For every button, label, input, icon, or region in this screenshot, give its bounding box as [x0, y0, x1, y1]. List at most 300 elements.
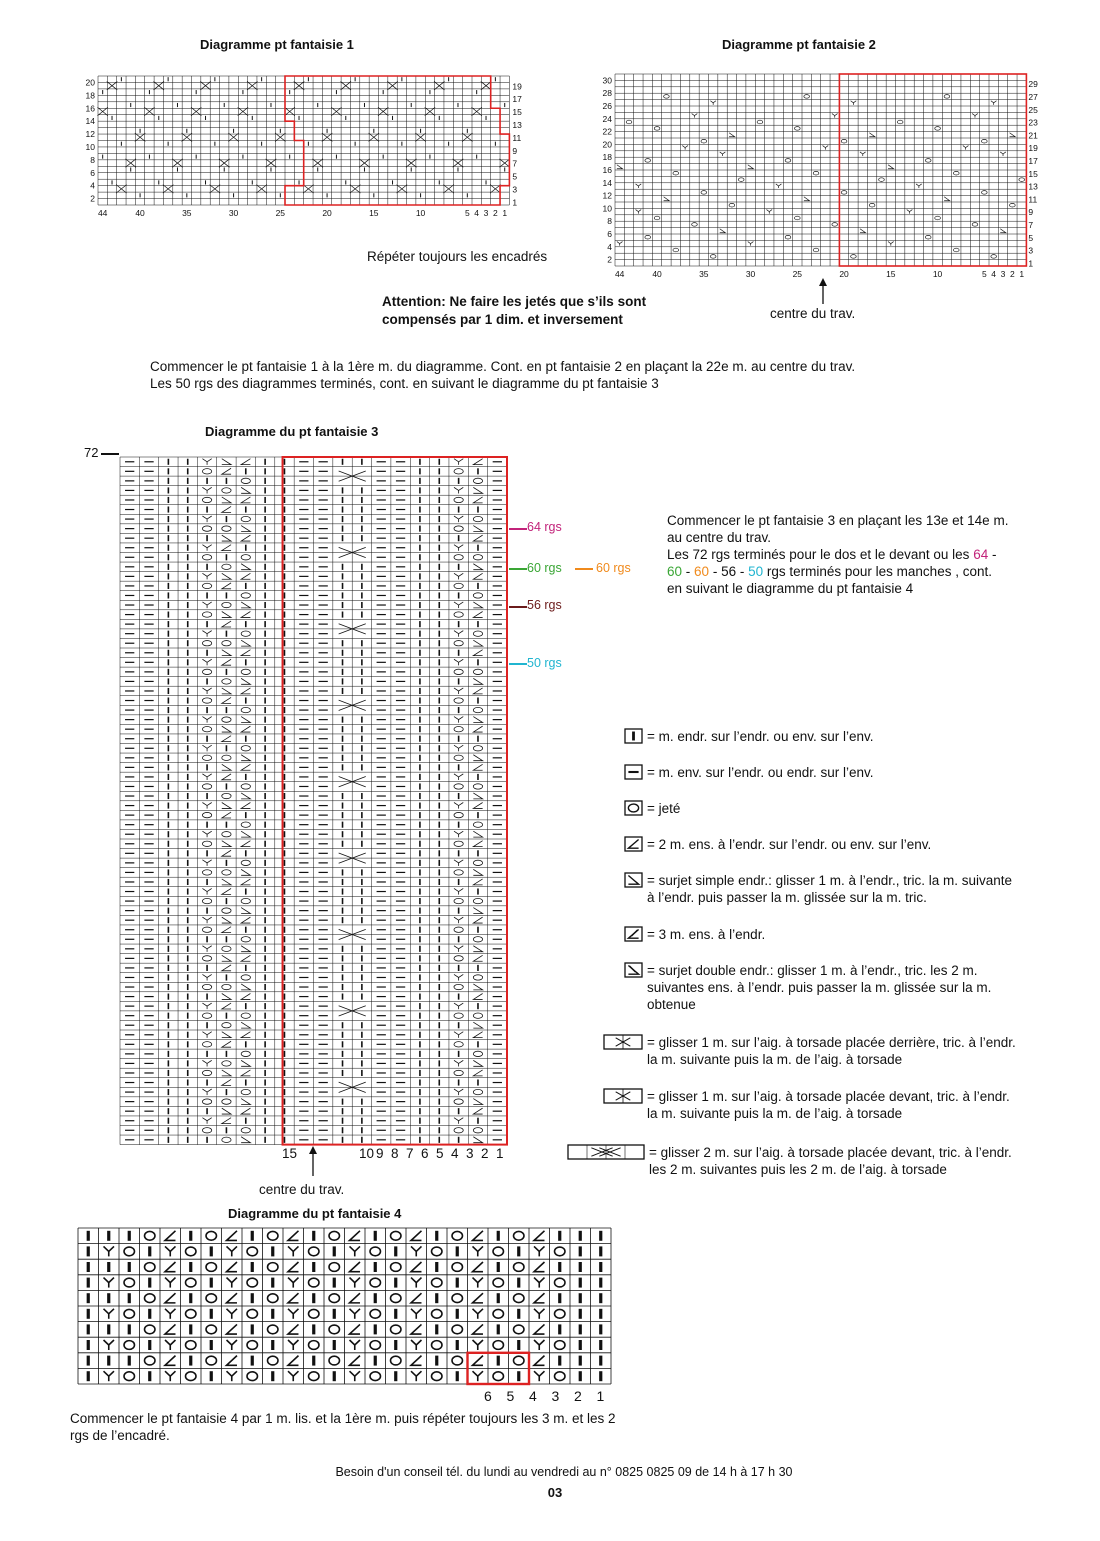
legend-item — [567, 1144, 1012, 1178]
r-symbol — [222, 1070, 231, 1076]
o-symbol — [664, 95, 670, 99]
o-symbol — [804, 95, 810, 99]
chart4-col-number: 5 — [506, 1388, 515, 1404]
o-symbol — [309, 1341, 319, 1350]
l-symbol — [534, 1324, 544, 1334]
o-symbol — [202, 1070, 211, 1075]
y-symbol — [202, 688, 211, 694]
y-symbol — [202, 717, 211, 723]
o-symbol — [241, 555, 250, 560]
o-symbol — [454, 526, 463, 531]
l-symbol — [241, 764, 250, 770]
y-symbol — [963, 146, 969, 150]
l-symbol — [473, 726, 482, 732]
o-symbol — [202, 497, 211, 502]
yarn-over-icon — [624, 800, 643, 816]
chart3-center-label: centre du trav. — [259, 1182, 345, 1197]
y-symbol — [202, 831, 211, 837]
note-dash: - — [682, 564, 695, 579]
o-symbol — [202, 1013, 211, 1018]
y-symbol — [454, 917, 463, 923]
axis-label: 3 — [1000, 269, 1006, 279]
axis-label: 15 — [512, 107, 522, 118]
y-symbol — [227, 1246, 237, 1256]
o-symbol — [241, 937, 250, 942]
legend-text — [649, 1144, 1012, 1178]
r-symbol — [804, 197, 810, 201]
o-symbol — [473, 516, 482, 521]
l-symbol — [473, 1356, 483, 1366]
r-symbol — [473, 564, 482, 570]
axis-label: 44 — [614, 269, 625, 279]
r-symbol — [473, 602, 482, 608]
grid-lines — [78, 1228, 611, 1384]
y-symbol — [991, 101, 997, 105]
y-symbol — [473, 1309, 483, 1319]
l-symbol — [473, 650, 482, 656]
l-symbol — [165, 1262, 175, 1272]
y-symbol — [165, 1278, 175, 1288]
y-symbol — [411, 1246, 421, 1256]
o-symbol — [729, 203, 735, 207]
o-symbol — [222, 755, 231, 760]
o-symbol — [757, 120, 763, 124]
o-symbol — [222, 1137, 231, 1142]
l-symbol — [227, 1324, 237, 1334]
chart2-center-label: centre du trav. — [770, 306, 856, 321]
o-symbol — [692, 223, 698, 227]
l-symbol — [241, 1070, 250, 1076]
chart3-note — [667, 512, 1087, 597]
marker-60-green-label: 60 rgs — [527, 561, 562, 575]
l-symbol — [227, 1231, 237, 1241]
axis-label: 22 — [602, 126, 612, 137]
o-symbol — [701, 139, 707, 143]
legend-line: suivantes ens. à l’endr. puis passer la m. glissée sur la m. — [647, 980, 992, 995]
l-symbol — [222, 583, 231, 589]
l-symbol — [241, 459, 250, 465]
y-symbol — [473, 1340, 483, 1350]
axis-label: 20 — [322, 208, 332, 218]
o-symbol — [473, 1128, 482, 1133]
l-symbol — [241, 955, 250, 961]
marker-56-label: 56 rgs — [527, 598, 562, 612]
marker-64-line — [509, 528, 527, 530]
o-symbol — [454, 812, 463, 817]
marker-50-label: 50 rgs — [527, 656, 562, 670]
y-symbol — [202, 459, 211, 465]
r-symbol — [222, 612, 231, 618]
y-symbol — [534, 1340, 544, 1350]
o-symbol — [473, 784, 482, 789]
o-symbol — [454, 784, 463, 789]
l-symbol — [473, 1032, 482, 1038]
chart3-col-number: 9 — [376, 1146, 384, 1161]
y-symbol — [104, 1340, 114, 1350]
chart3-col-number: 8 — [391, 1146, 399, 1161]
axis-label: 14 — [85, 116, 95, 127]
y-symbol — [454, 659, 463, 665]
o-symbol — [841, 191, 847, 195]
o-symbol — [124, 1309, 134, 1318]
r-symbol — [222, 764, 231, 770]
o-symbol — [241, 1013, 250, 1018]
o-symbol — [202, 727, 211, 732]
y-symbol — [202, 631, 211, 637]
o-symbol — [268, 1325, 278, 1334]
y-symbol — [227, 1278, 237, 1288]
legend-text — [647, 926, 765, 943]
r-symbol — [473, 678, 482, 684]
o-symbol — [202, 841, 211, 846]
marker-60-orange-label: 60 rgs — [596, 561, 631, 575]
o-symbol — [222, 832, 231, 837]
o-symbol — [247, 1278, 257, 1287]
r-symbol — [473, 1099, 482, 1105]
o-symbol — [832, 223, 838, 227]
l-symbol — [411, 1356, 421, 1366]
r-symbol — [222, 1032, 231, 1038]
r-symbol — [241, 1022, 250, 1028]
o-symbol — [145, 1356, 155, 1365]
marker-56-line — [509, 606, 527, 608]
o-symbol — [241, 669, 250, 674]
o-symbol — [454, 727, 463, 732]
cable-back-icon — [603, 1034, 643, 1050]
l-symbol — [222, 1079, 231, 1085]
o-symbol — [432, 1341, 442, 1350]
o-symbol — [555, 1247, 565, 1256]
o-symbol — [473, 898, 482, 903]
r-symbol — [241, 526, 250, 532]
o-symbol — [145, 1294, 155, 1303]
chart3-top-tick — [101, 453, 119, 455]
legend-item — [603, 1088, 1010, 1122]
r-symbol — [1000, 229, 1006, 233]
o-symbol — [202, 1128, 211, 1133]
y-symbol — [454, 803, 463, 809]
y-symbol — [165, 1309, 175, 1319]
axis-label: 1 — [512, 197, 518, 208]
y-symbol — [288, 1340, 298, 1350]
axis-label: 19 — [1028, 143, 1038, 154]
o-symbol — [186, 1278, 196, 1287]
o-symbol — [202, 641, 211, 646]
legend-text — [647, 872, 1012, 906]
y-symbol — [916, 184, 922, 188]
note-n56: 56 — [721, 564, 737, 579]
y-symbol — [411, 1371, 421, 1381]
grid-lines — [615, 74, 1026, 266]
o-symbol — [841, 139, 847, 143]
legend-item — [603, 800, 680, 817]
axis-label: 16 — [85, 103, 95, 114]
r-symbol — [473, 717, 482, 723]
knit-stitch-icon — [624, 728, 643, 744]
o-symbol — [329, 1325, 339, 1334]
o-symbol — [309, 1247, 319, 1256]
o-symbol — [454, 984, 463, 989]
y-symbol — [776, 184, 782, 188]
y-symbol — [473, 1278, 483, 1288]
l-symbol — [222, 927, 231, 933]
o-symbol — [785, 235, 791, 239]
chart4-bottom-numbers — [478, 1388, 618, 1408]
axis-label: 29 — [1028, 79, 1038, 90]
y-symbol — [710, 101, 716, 105]
o-symbol — [555, 1278, 565, 1287]
o-symbol — [452, 1356, 462, 1365]
l-symbol — [165, 1324, 175, 1334]
o-symbol — [241, 975, 250, 980]
o-symbol — [454, 1013, 463, 1018]
chart3-col-number: 15 — [282, 1146, 298, 1161]
l-symbol — [222, 736, 231, 742]
r-symbol — [222, 841, 231, 847]
o-symbol — [186, 1309, 196, 1318]
y-symbol — [350, 1309, 360, 1319]
o-symbol — [514, 1231, 524, 1240]
r-symbol — [473, 1022, 482, 1028]
cable-2x2-front-icon — [567, 1144, 645, 1160]
axis-label: 7 — [512, 158, 518, 169]
y-symbol — [411, 1278, 421, 1288]
y-symbol — [473, 1246, 483, 1256]
y-symbol — [202, 1118, 211, 1124]
r-symbol — [1010, 133, 1016, 137]
footer-advice: Besoin d'un conseil tél. du lundi au vendredi au n° 0825 0825 09 de 14 h à 17 h 30 — [335, 1465, 793, 1479]
o-symbol — [813, 248, 819, 252]
o-symbol — [473, 1013, 482, 1018]
axis-label: 10 — [602, 203, 612, 214]
y-symbol — [473, 1371, 483, 1381]
l-symbol — [288, 1324, 298, 1334]
l-symbol — [241, 650, 250, 656]
r-symbol — [241, 717, 250, 723]
axis-label: 30 — [228, 208, 239, 218]
o-symbol — [391, 1294, 401, 1303]
y-symbol — [748, 242, 754, 246]
y-symbol — [202, 774, 211, 780]
axis-label: 4 — [90, 180, 95, 191]
r-symbol — [473, 755, 482, 761]
r-symbol — [222, 535, 231, 541]
o-symbol — [222, 641, 231, 646]
o-symbol — [222, 1023, 231, 1028]
o-symbol — [493, 1247, 503, 1256]
r-symbol — [222, 726, 231, 732]
r-symbol — [617, 165, 623, 169]
o-symbol — [206, 1263, 216, 1272]
y-symbol — [766, 210, 772, 214]
axis-label: 5 — [981, 269, 987, 279]
l-symbol — [241, 497, 250, 503]
l-symbol — [227, 1356, 237, 1366]
r-symbol — [222, 497, 231, 503]
y-symbol — [454, 946, 463, 952]
axis-label: 1 — [502, 208, 508, 218]
legend-line: à l’endr. puis passer la m. glissée sur la m. tric. — [647, 890, 927, 905]
o-symbol — [673, 171, 679, 175]
o-symbol — [710, 255, 716, 259]
o-symbol — [206, 1294, 216, 1303]
o-symbol — [454, 1128, 463, 1133]
o-symbol — [454, 555, 463, 560]
y-symbol — [454, 1089, 463, 1095]
axis-label: 25 — [275, 208, 286, 218]
o-symbol — [202, 870, 211, 875]
l-symbol — [222, 545, 231, 551]
y-symbol — [227, 1371, 237, 1381]
r-symbol — [222, 650, 231, 656]
r-symbol — [748, 165, 754, 169]
purl-stitch-icon — [624, 764, 643, 780]
legend-item — [603, 836, 931, 853]
r-symbol — [241, 487, 250, 493]
axis-label: 6 — [90, 167, 95, 178]
o-symbol — [813, 171, 819, 175]
l-symbol — [288, 1231, 298, 1241]
l-symbol — [411, 1262, 421, 1272]
y-symbol — [288, 1371, 298, 1381]
o-symbol — [454, 469, 463, 474]
o-symbol — [241, 860, 250, 865]
l-symbol — [473, 879, 482, 885]
y-symbol — [454, 774, 463, 780]
o-symbol — [473, 1051, 482, 1056]
l-symbol — [473, 1293, 483, 1303]
axis-label: 18 — [602, 152, 612, 163]
o-symbol — [982, 139, 988, 143]
axis-label: 5 — [512, 171, 518, 182]
o-symbol — [202, 469, 211, 474]
legend-item — [603, 1034, 1016, 1068]
o-symbol — [454, 956, 463, 961]
o-symbol — [124, 1278, 134, 1287]
o-symbol — [329, 1356, 339, 1365]
l-symbol — [473, 535, 482, 541]
r-symbol — [473, 1060, 482, 1066]
y-symbol — [202, 917, 211, 923]
note-n60-green: 60 — [667, 564, 683, 579]
y-symbol — [104, 1371, 114, 1381]
l-symbol — [222, 1003, 231, 1009]
chart3-col-number: 6 — [421, 1146, 429, 1161]
chart1-title: Diagramme pt fantaisie 1 — [200, 37, 354, 52]
o-symbol — [432, 1247, 442, 1256]
o-symbol — [454, 583, 463, 588]
y-symbol — [202, 745, 211, 751]
o-symbol — [202, 755, 211, 760]
y-symbol — [202, 1089, 211, 1095]
o-symbol — [514, 1325, 524, 1334]
o-symbol — [247, 1372, 257, 1381]
l-symbol — [350, 1293, 360, 1303]
chart3-top-row-label: 72 — [84, 445, 99, 460]
r-symbol — [241, 564, 250, 570]
o-symbol — [241, 1051, 250, 1056]
o-symbol — [124, 1372, 134, 1381]
r-symbol — [222, 803, 231, 809]
r-symbol — [944, 197, 950, 201]
axis-label: 3 — [1028, 245, 1034, 256]
o-symbol — [222, 870, 231, 875]
y-symbol — [454, 1118, 463, 1124]
legend-line: = glisser 1 m. sur l’aig. à torsade placée derrière, tric. à l’endr. — [647, 1035, 1016, 1050]
axis-label: 12 — [602, 190, 612, 201]
o-symbol — [473, 975, 482, 980]
y-symbol — [411, 1309, 421, 1319]
chart4-col-number: 2 — [574, 1388, 582, 1404]
legend-item — [603, 728, 874, 745]
l-symbol — [473, 917, 482, 923]
y-symbol — [165, 1246, 175, 1256]
o-symbol — [222, 946, 231, 951]
o-symbol — [202, 583, 211, 588]
axis-label: 14 — [602, 177, 612, 188]
grid-lines — [120, 457, 507, 1145]
axis-label: 10 — [415, 208, 426, 218]
l-symbol — [222, 697, 231, 703]
axis-label: 28 — [602, 88, 612, 99]
legend-line: = 3 m. ens. à l’endr. — [647, 927, 766, 942]
axis-label: 30 — [745, 269, 756, 279]
l-symbol — [241, 994, 250, 1000]
axis-label: 13 — [1028, 181, 1038, 192]
l-symbol — [222, 1041, 231, 1047]
axis-label: 15 — [369, 208, 379, 218]
o-symbol — [247, 1341, 257, 1350]
o-symbol — [202, 612, 211, 617]
o-symbol — [241, 1089, 250, 1094]
r-symbol — [222, 879, 231, 885]
o-symbol — [454, 1042, 463, 1047]
axis-label: 40 — [135, 208, 145, 218]
legend-text — [647, 1034, 1016, 1068]
y-symbol — [454, 487, 463, 493]
o-symbol — [206, 1356, 216, 1365]
l-symbol — [288, 1293, 298, 1303]
y-symbol — [454, 573, 463, 579]
axis-label: 20 — [839, 269, 849, 279]
l-symbol — [473, 1070, 482, 1076]
o-symbol — [493, 1372, 503, 1381]
l-symbol — [241, 535, 250, 541]
axis-label: 2 — [607, 254, 612, 265]
attention-line2: compensés par 1 dim. et inversement — [382, 312, 623, 327]
r-symbol — [473, 908, 482, 914]
axis-label: 30 — [602, 75, 612, 86]
note-text: rgs terminés pour les manches , cont. — [763, 564, 992, 579]
o-symbol — [452, 1231, 462, 1240]
axis-label: 16 — [602, 165, 612, 175]
o-symbol — [370, 1278, 380, 1287]
o-symbol — [673, 248, 679, 252]
axis-label: 4 — [474, 208, 480, 218]
o-symbol — [454, 755, 463, 760]
o-symbol — [202, 956, 211, 961]
axis-label: 25 — [792, 269, 803, 279]
o-symbol — [972, 223, 978, 227]
y-symbol — [888, 242, 894, 246]
l-symbol — [473, 688, 482, 694]
l-symbol — [473, 1262, 483, 1272]
o-symbol — [454, 1099, 463, 1104]
l-symbol — [241, 688, 250, 694]
chart3-col-number: 7 — [406, 1146, 414, 1161]
legend-text — [647, 800, 680, 817]
r-symbol — [241, 793, 250, 799]
